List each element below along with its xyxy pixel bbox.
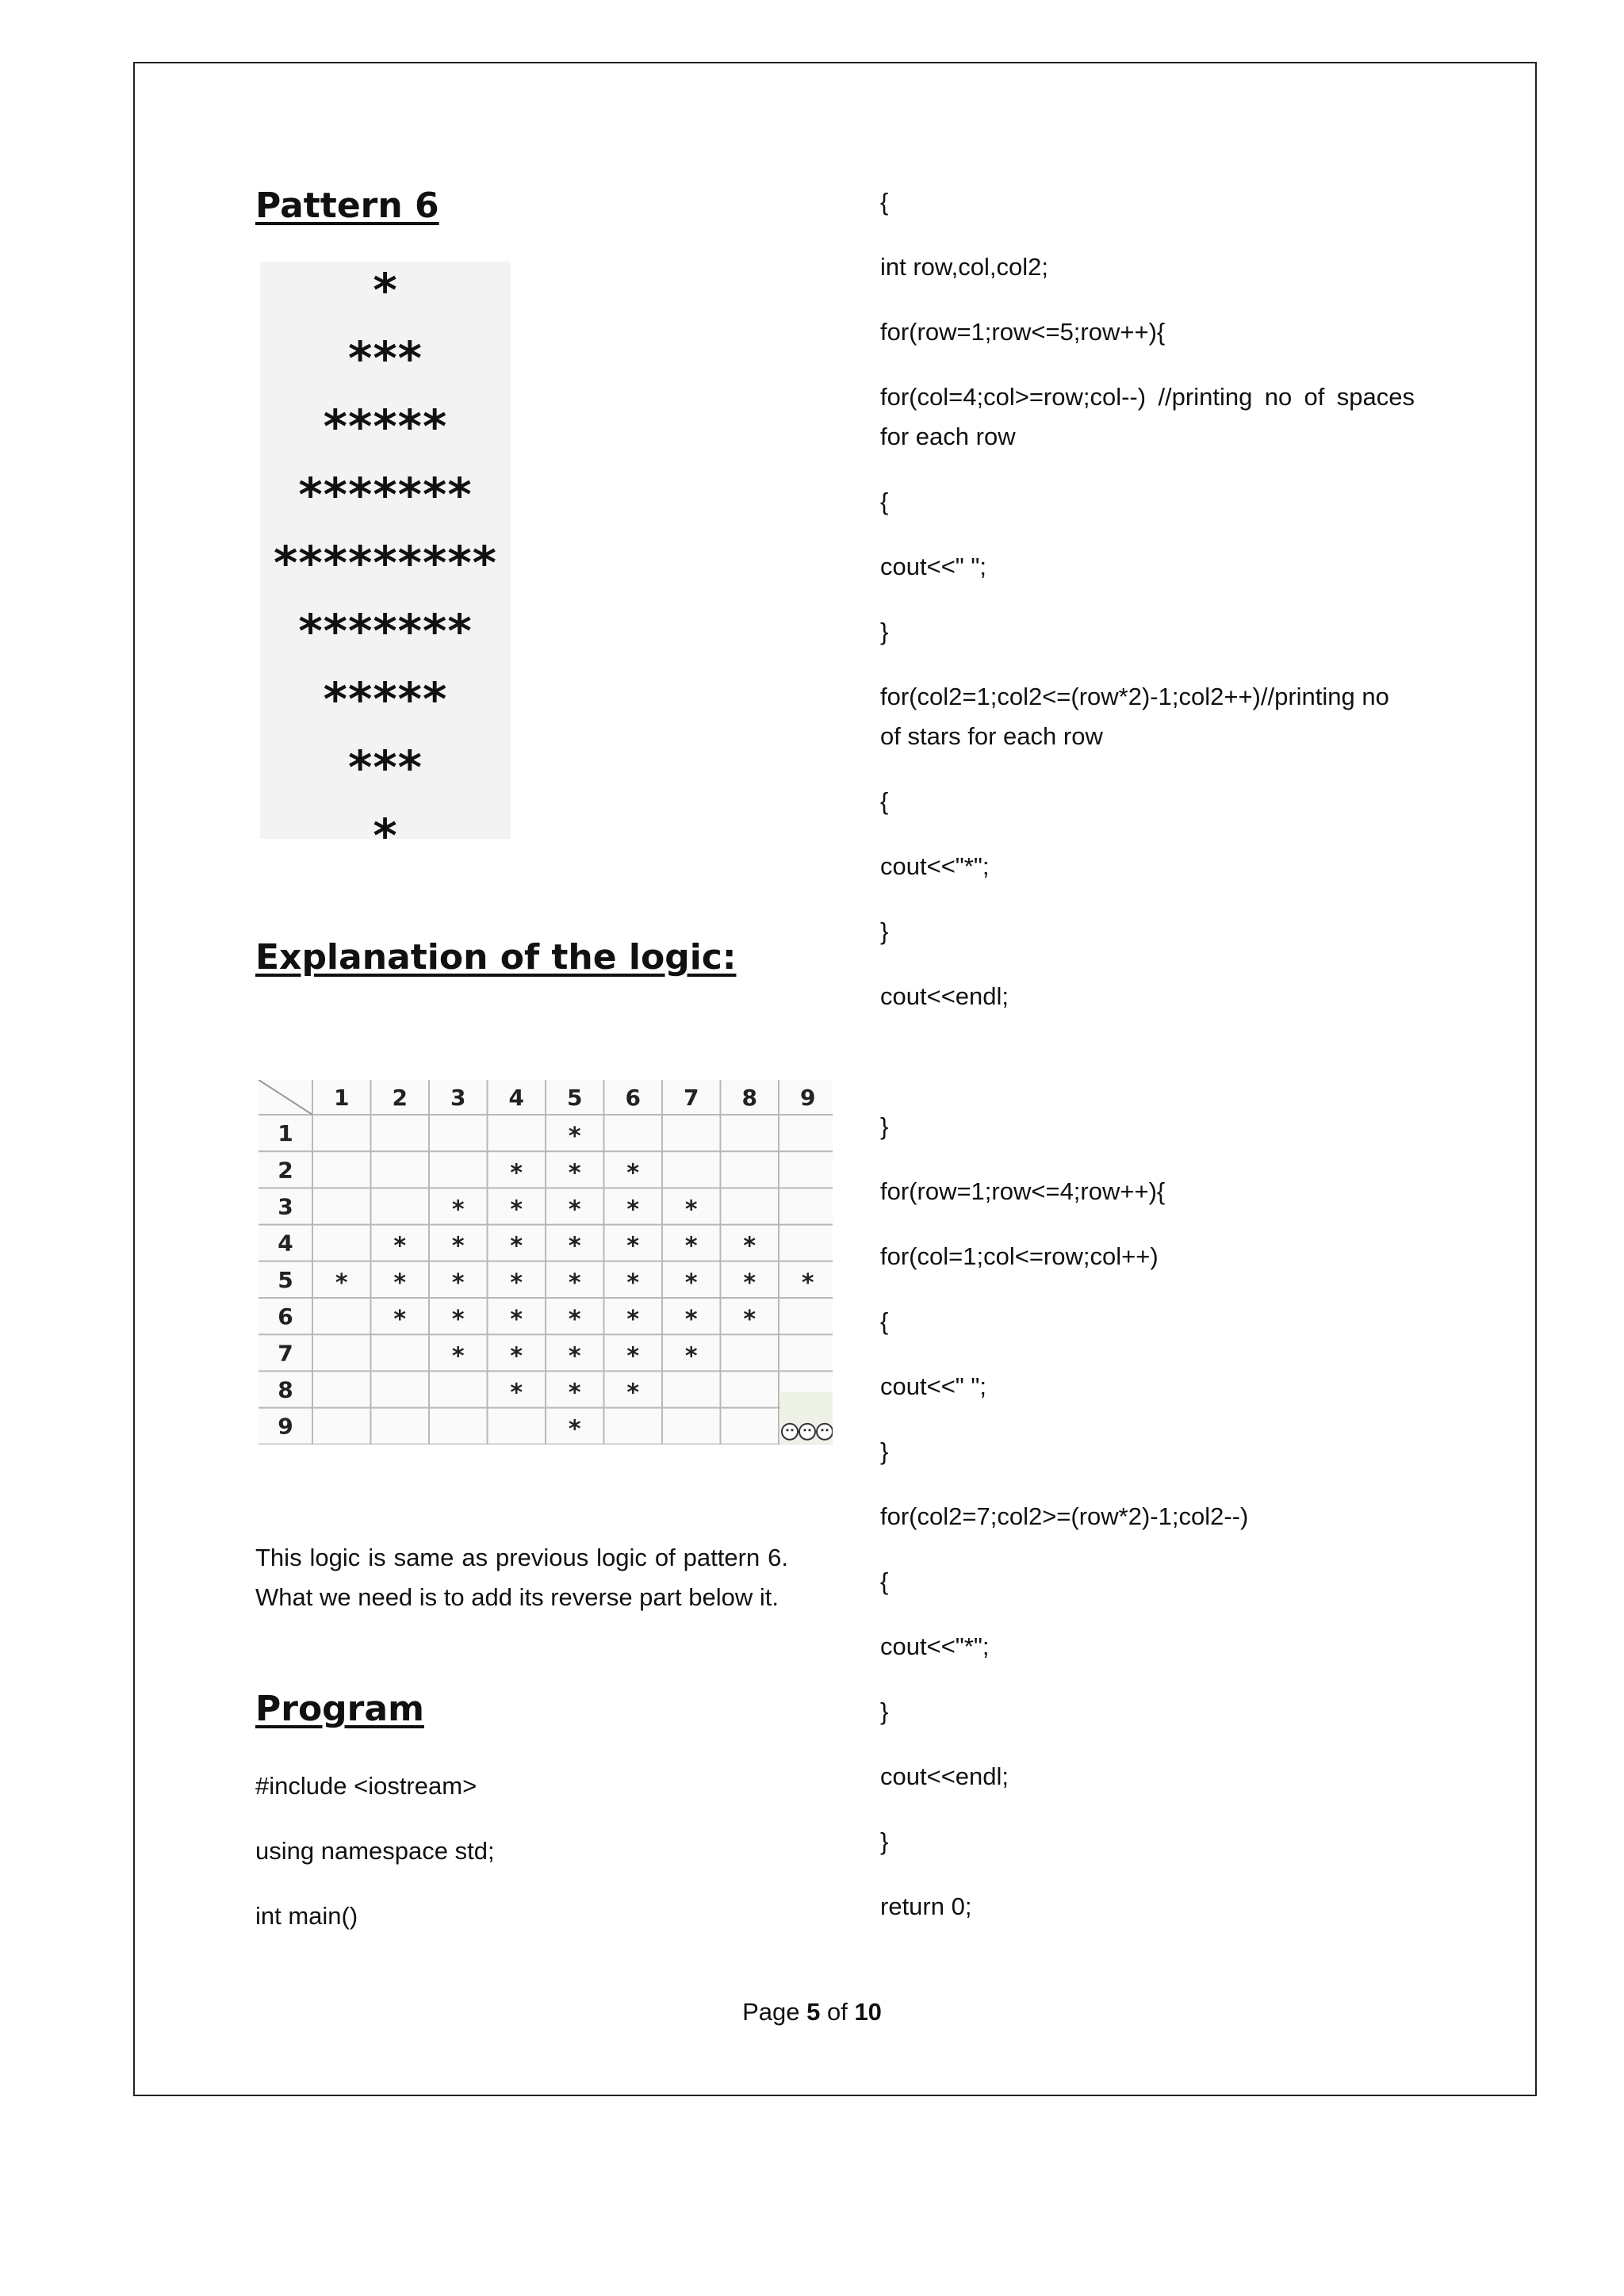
code-line: for(col2=1;col2<=(row*2)-1;col2++)//printing no of stars for each row — [880, 683, 1389, 750]
grid-col-header: 5 — [567, 1085, 583, 1111]
grid-row-header: 7 — [278, 1340, 293, 1367]
grid-col-header: 8 — [741, 1085, 757, 1111]
grid-row-header: 3 — [278, 1193, 293, 1220]
grid-star-mark: * — [568, 1196, 581, 1224]
grid-star-mark: * — [568, 1306, 581, 1334]
grid-star-mark: * — [335, 1269, 348, 1297]
grid-star-mark: * — [451, 1232, 465, 1261]
code-line: } — [880, 1437, 889, 1465]
pattern-row: ********* — [274, 536, 497, 590]
pattern-row: * — [373, 809, 398, 863]
grid-row-header: 8 — [278, 1376, 293, 1403]
explanation-paragraph: This logic is same as previous logic of pattern 6. What we need is to add its reverse part below it. — [255, 1544, 788, 1611]
face-icon — [799, 1424, 815, 1440]
grid-star-mark: * — [510, 1342, 523, 1371]
footer-total-pages: 10 — [854, 1998, 882, 2026]
grid-star-mark: * — [510, 1269, 523, 1297]
grid-star-mark: * — [393, 1269, 407, 1297]
code-line: cout<<" "; — [880, 1372, 987, 1400]
code-line: for(row=1;row<=5;row++){ — [880, 318, 1166, 346]
grid-col-header: 7 — [684, 1085, 699, 1111]
pattern-row: ***** — [323, 400, 448, 453]
code-line: for(col2=7;col2>=(row*2)-1;col2--) — [880, 1502, 1249, 1530]
grid-col-header: 6 — [625, 1085, 641, 1111]
grid-row-header: 5 — [278, 1266, 293, 1293]
program-title: Program — [255, 1689, 424, 1729]
grid-star-mark: * — [510, 1196, 523, 1224]
code-line: for(row=1;row<=4;row++){ — [880, 1177, 1166, 1205]
grid-star-mark: * — [626, 1196, 640, 1224]
face-eye-icon — [825, 1429, 828, 1431]
grid-star-mark: * — [684, 1306, 698, 1334]
code-line: using namespace std; — [255, 1837, 495, 1865]
logic-grid-figure — [259, 1080, 833, 1445]
code-line: cout<<endl; — [880, 1762, 1009, 1790]
code-line: for(col=1;col<=row;col++) — [880, 1242, 1159, 1270]
pattern-title: Pattern 6 — [255, 186, 439, 226]
code-line: cout<<"*"; — [880, 1632, 990, 1660]
grid-star-mark: * — [510, 1159, 523, 1188]
grid-star-mark: * — [801, 1269, 814, 1297]
grid-star-mark: * — [568, 1159, 581, 1188]
grid-star-mark: * — [451, 1269, 465, 1297]
code-line: int row,col,col2; — [880, 253, 1048, 281]
code-line: { — [880, 188, 889, 216]
grid-star-mark: * — [568, 1123, 581, 1151]
code-line: { — [880, 787, 889, 815]
code-line: cout<<" "; — [880, 553, 987, 580]
logic-grid — [259, 1080, 833, 1445]
code-line: } — [880, 618, 889, 645]
grid-col-header: 9 — [800, 1085, 816, 1111]
face-icon — [782, 1424, 798, 1440]
page-footer — [0, 1998, 1624, 2026]
face-eye-icon — [808, 1429, 810, 1431]
grid-star-mark: * — [568, 1232, 581, 1261]
grid-star-mark: * — [451, 1306, 465, 1334]
grid-row-header: 2 — [278, 1157, 293, 1184]
grid-row-header: 1 — [278, 1120, 293, 1147]
grid-star-mark: * — [684, 1342, 698, 1371]
grid-col-header: 4 — [508, 1085, 524, 1111]
code-line: { — [880, 1307, 889, 1335]
pattern-row: ******* — [298, 604, 473, 658]
pattern-figure — [260, 262, 511, 863]
code-line: } — [880, 1827, 889, 1855]
pattern-row: * — [373, 263, 398, 317]
grid-star-mark: * — [510, 1232, 523, 1261]
grid-star-mark: * — [743, 1306, 756, 1334]
footer-middle: of — [820, 1998, 855, 2026]
grid-star-mark: * — [510, 1379, 523, 1407]
grid-star-mark: * — [568, 1269, 581, 1297]
code-line: for(col=4;col>=row;col--) //printing no of spaces for each row — [880, 383, 1415, 450]
grid-col-header: 2 — [392, 1085, 408, 1111]
footer-current-page: 5 — [806, 1998, 821, 2026]
grid-star-mark: * — [684, 1196, 698, 1224]
code-line: } — [880, 1697, 889, 1725]
face-eye-icon — [821, 1429, 823, 1431]
face-eye-icon — [803, 1429, 806, 1431]
grid-col-header: 3 — [450, 1085, 466, 1111]
pattern-row: ***** — [323, 672, 448, 726]
grid-star-mark: * — [451, 1342, 465, 1371]
grid-star-mark: * — [626, 1232, 640, 1261]
grid-star-mark: * — [510, 1306, 523, 1334]
grid-star-mark: * — [626, 1342, 640, 1371]
grid-row-header: 6 — [278, 1303, 293, 1330]
grid-star-mark: * — [568, 1342, 581, 1371]
grid-star-mark: * — [743, 1269, 756, 1297]
code-line: int main() — [255, 1902, 358, 1930]
code-line: } — [880, 917, 889, 945]
footer-prefix: Page — [742, 1998, 807, 2026]
grid-star-mark: * — [568, 1379, 581, 1407]
code-line: { — [880, 1567, 889, 1595]
face-eye-icon — [786, 1429, 788, 1431]
code-line: cout<<endl; — [880, 982, 1009, 1010]
code-line: cout<<"*"; — [880, 852, 990, 880]
grid-row-header: 4 — [278, 1230, 293, 1257]
pattern-row: *** — [348, 331, 423, 385]
grid-row-header: 9 — [278, 1413, 293, 1440]
face-icon — [817, 1424, 833, 1440]
grid-star-mark: * — [684, 1269, 698, 1297]
grid-star-mark: * — [451, 1196, 465, 1224]
pattern-row: ******* — [298, 468, 473, 522]
grid-star-mark: * — [743, 1232, 756, 1261]
code-line: { — [880, 488, 889, 515]
code-line: #include <iostream> — [255, 1772, 477, 1800]
pattern-row: *** — [348, 740, 423, 794]
code-line: } — [880, 1112, 889, 1140]
grid-star-mark: * — [684, 1232, 698, 1261]
grid-star-mark: * — [626, 1306, 640, 1334]
code-line: return 0; — [880, 1892, 972, 1920]
grid-star-mark: * — [626, 1379, 640, 1407]
grid-star-mark: * — [568, 1415, 581, 1444]
grid-star-mark: * — [626, 1159, 640, 1188]
grid-star-mark: * — [393, 1306, 407, 1334]
grid-col-header: 1 — [334, 1085, 350, 1111]
grid-star-mark: * — [626, 1269, 640, 1297]
grid-star-mark: * — [393, 1232, 407, 1261]
face-eye-icon — [791, 1429, 793, 1431]
explanation-title: Explanation of the logic: — [255, 937, 737, 978]
